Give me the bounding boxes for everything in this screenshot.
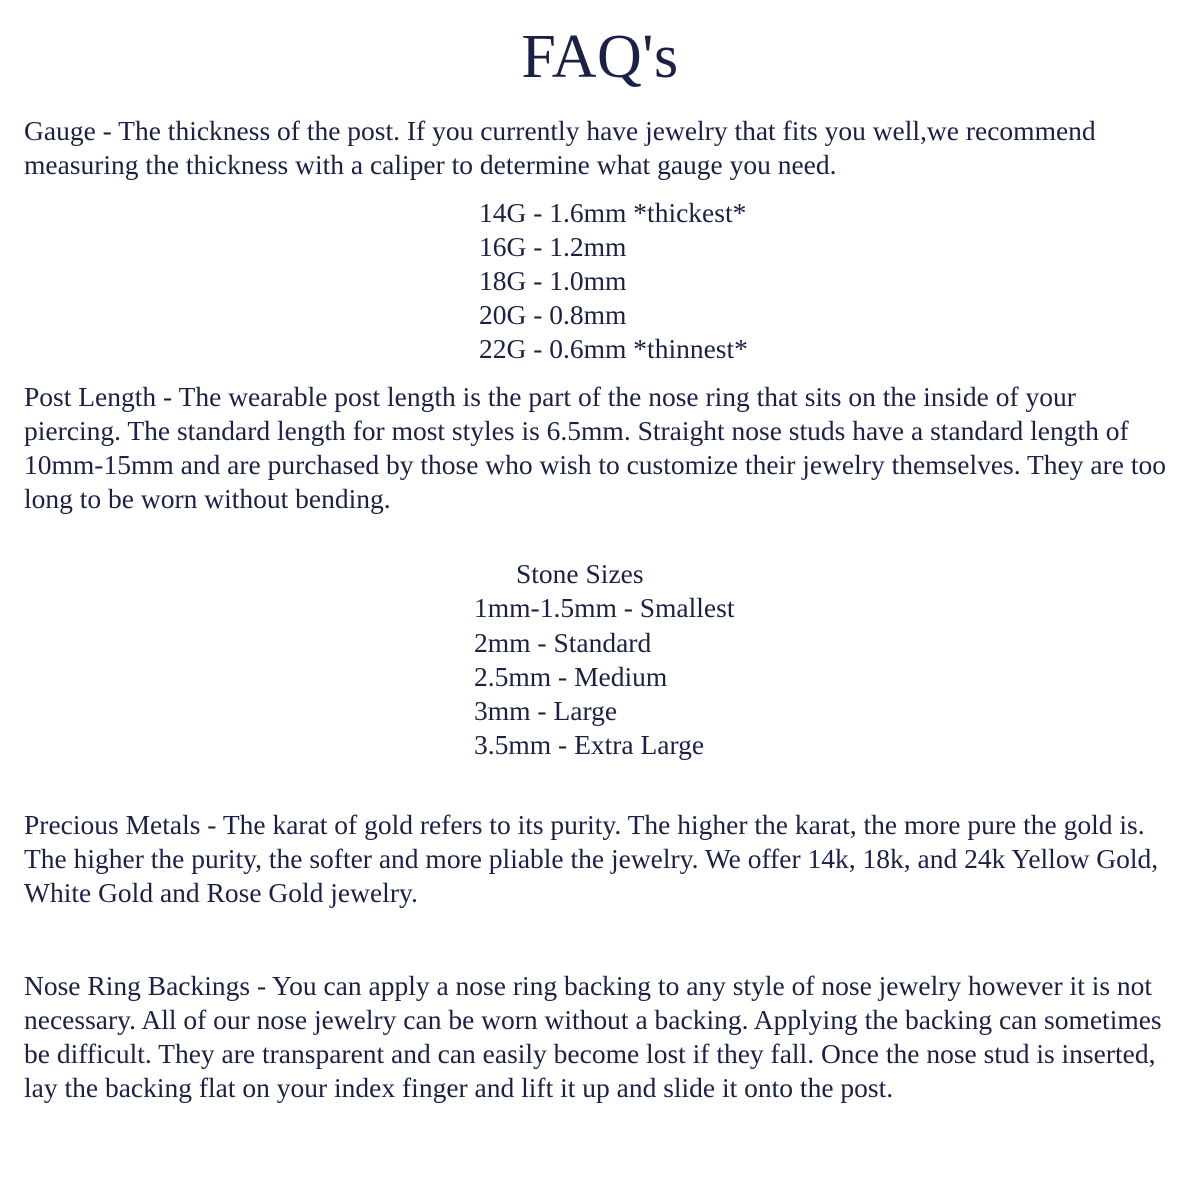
list-item: 2mm - Standard: [474, 626, 652, 658]
page-title: FAQ's: [521, 23, 679, 91]
stone-sizes-list: [474, 591, 1176, 761]
precious-metals-paragraph: Precious Metals - The karat of gold refers to its purity. The higher the karat, the more pure the gold is. The higher the purity, the softer and more pliable the jewelry. We offer 14k, 18k, and 24k Yellow Gold, White Gold and Rose Gold jewelry.: [24, 808, 1159, 908]
post-length-paragraph: Post Length - The wearable post length is the part of the nose ring that sits on the inside of your piercing. The standard length for most styles is 6.5mm. Straight nose studs have a standard length of 10mm-15mm and are purchased by those who wish to customize their jewelry themselves. They are too long to be worn without bending.: [24, 381, 1166, 514]
list-item: 14G - 1.6mm *thickest*: [479, 196, 747, 228]
gauge-size-list: [24, 196, 1176, 366]
list-item: 20G - 0.8mm: [479, 298, 627, 330]
gauge-paragraph: Gauge - The thickness of the post. If you currently have jewelry that fits you well,we recommend measuring the thickness with a caliper to determine what gauge you need.: [24, 115, 1096, 180]
list-item: 16G - 1.2mm: [479, 230, 627, 262]
list-item: 1mm-1.5mm - Smallest: [474, 592, 735, 624]
list-item: 22G - 0.6mm *thinnest*: [479, 333, 748, 364]
list-item: 18G - 1.0mm: [479, 264, 627, 296]
stone-sizes-section: [24, 557, 1176, 762]
nose-ring-backings-paragraph: Nose Ring Backings - You can apply a nose ring backing to any style of nose jewelry however it is not necessary. All of our nose jewelry can be worn without a backing. Applying the backing can sometimes be difficult. They are transparent and can easily become lost if they fall. Once the nose stud is inserted, lay the backing flat on your index finger and lift it up and slide it onto the post.: [24, 970, 1162, 1103]
list-item: 3mm - Large: [474, 694, 618, 726]
stone-sizes-heading: Stone Sizes: [516, 558, 644, 590]
list-item: 2.5mm - Medium: [474, 660, 668, 692]
list-item: 3.5mm - Extra Large: [474, 728, 705, 760]
